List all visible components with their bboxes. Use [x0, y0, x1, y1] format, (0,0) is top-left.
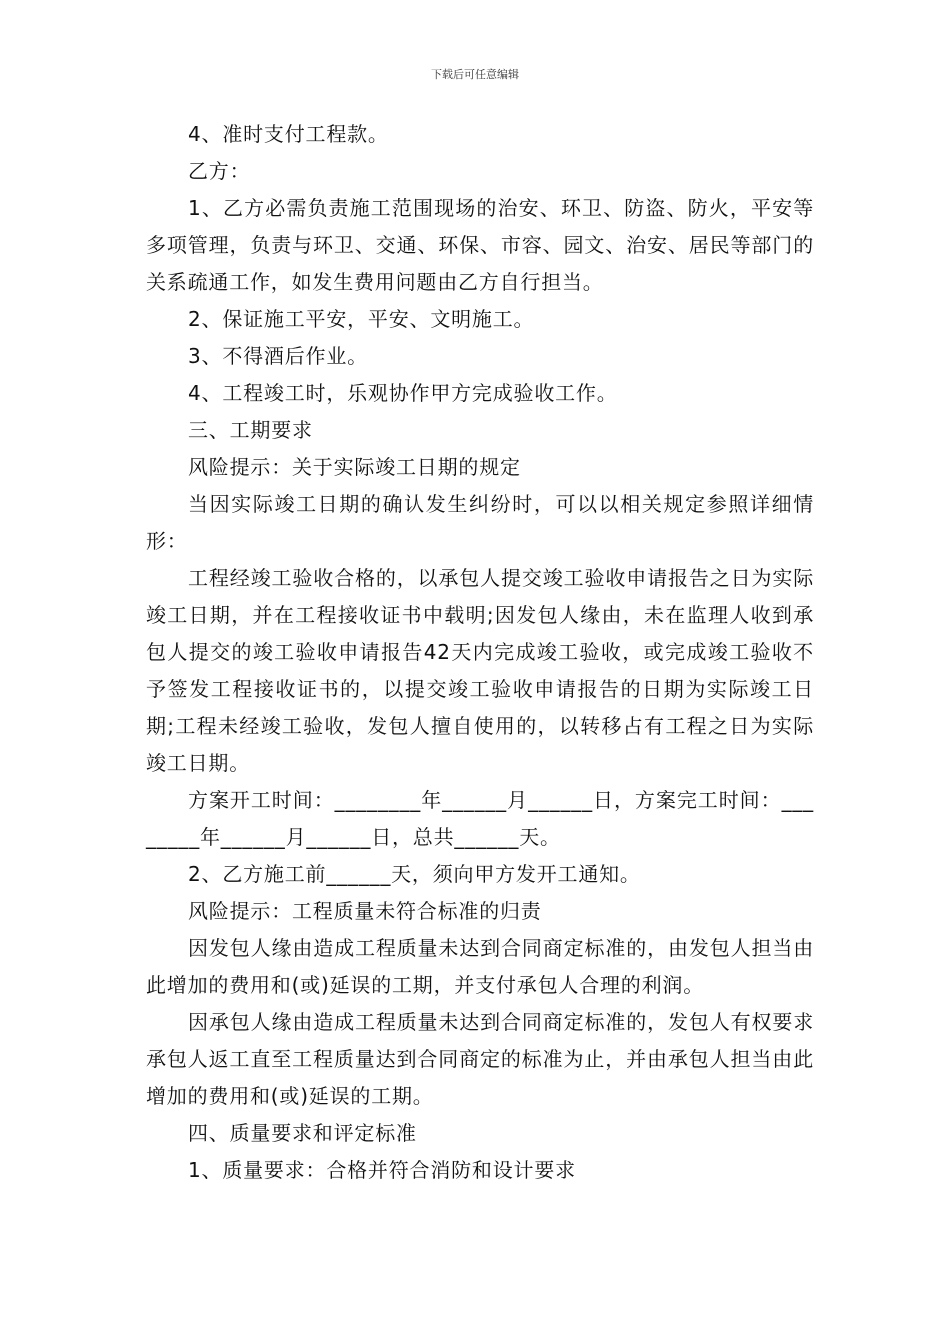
risk-tip-completion-date: 风险提示：关于实际竣工日期的规定: [188, 455, 521, 479]
paragraph-completion-rules: 工程经竣工验收合格的，以承包人提交竣工验收申请报告之日为实际竣工日期，并在工程接收证书中载明;因发包人缘由，未在监理人收到承包人提交的竣工验收申请报告42天内完成竣工验收，或完成竣工验收不予签发工程接收证书的，以提交竣工验收申请报告的日期为实际竣工日期;工程未经竣工验收，发包人擅自使用的，以转移占有工程之日为实际竣工日期。: [146, 566, 814, 775]
paragraph-planned-dates: 方案开工时间：________年______月______日，方案完工时间：________年______月______日，总共______天。: [146, 788, 814, 849]
paragraph-party-b-duty-2: 2、保证施工平安，平安、文明施工。: [188, 307, 535, 331]
paragraph-dispute-intro: 当因实际竣工日期的确认发生纠纷时，可以以相关规定参照详细情形：: [146, 492, 814, 553]
risk-tip-quality: 风险提示：工程质量未符合标准的归责: [188, 899, 542, 923]
section-heading-schedule: 三、工期要求: [188, 418, 313, 442]
section-heading-quality: 四、质量要求和评定标准: [188, 1121, 417, 1145]
paragraph-payment: 4、准时支付工程款。: [188, 122, 389, 146]
page-header: 下载后可任意编辑: [431, 68, 519, 81]
paragraph-party-b-duty-3: 3、不得酒后作业。: [188, 344, 368, 368]
paragraph-employer-fault: 因发包人缘由造成工程质量未达到合同商定标准的，由发包人担当由此增加的费用和(或)延误的工期，并支付承包人合理的利润。: [146, 936, 814, 997]
paragraph-party-b-duty-4: 4、工程竣工时，乐观协作甲方完成验收工作。: [188, 381, 618, 405]
paragraph-quality-requirement: 1、质量要求：合格并符合消防和设计要求: [188, 1158, 576, 1182]
paragraph-party-b-heading: 乙方：: [188, 159, 251, 183]
paragraph-contractor-fault: 因承包人缘由造成工程质量未达到合同商定标准的，发包人有权要求承包人返工直至工程质量达到合同商定的标准为止，并由承包人担当由此增加的费用和(或)延误的工期。: [146, 1010, 814, 1108]
document-body: [146, 116, 814, 1189]
paragraph-start-notice: 2、乙方施工前______天，须向甲方发开工通知。: [188, 862, 641, 886]
paragraph-party-b-duty-1: 1、乙方必需负责施工范围现场的治安、环卫、防盗、防火，平安等多项管理，负责与环卫、交通、环保、市容、园文、治安、居民等部门的关系疏通工作，如发生费用问题由乙方自行担当。: [146, 196, 814, 294]
